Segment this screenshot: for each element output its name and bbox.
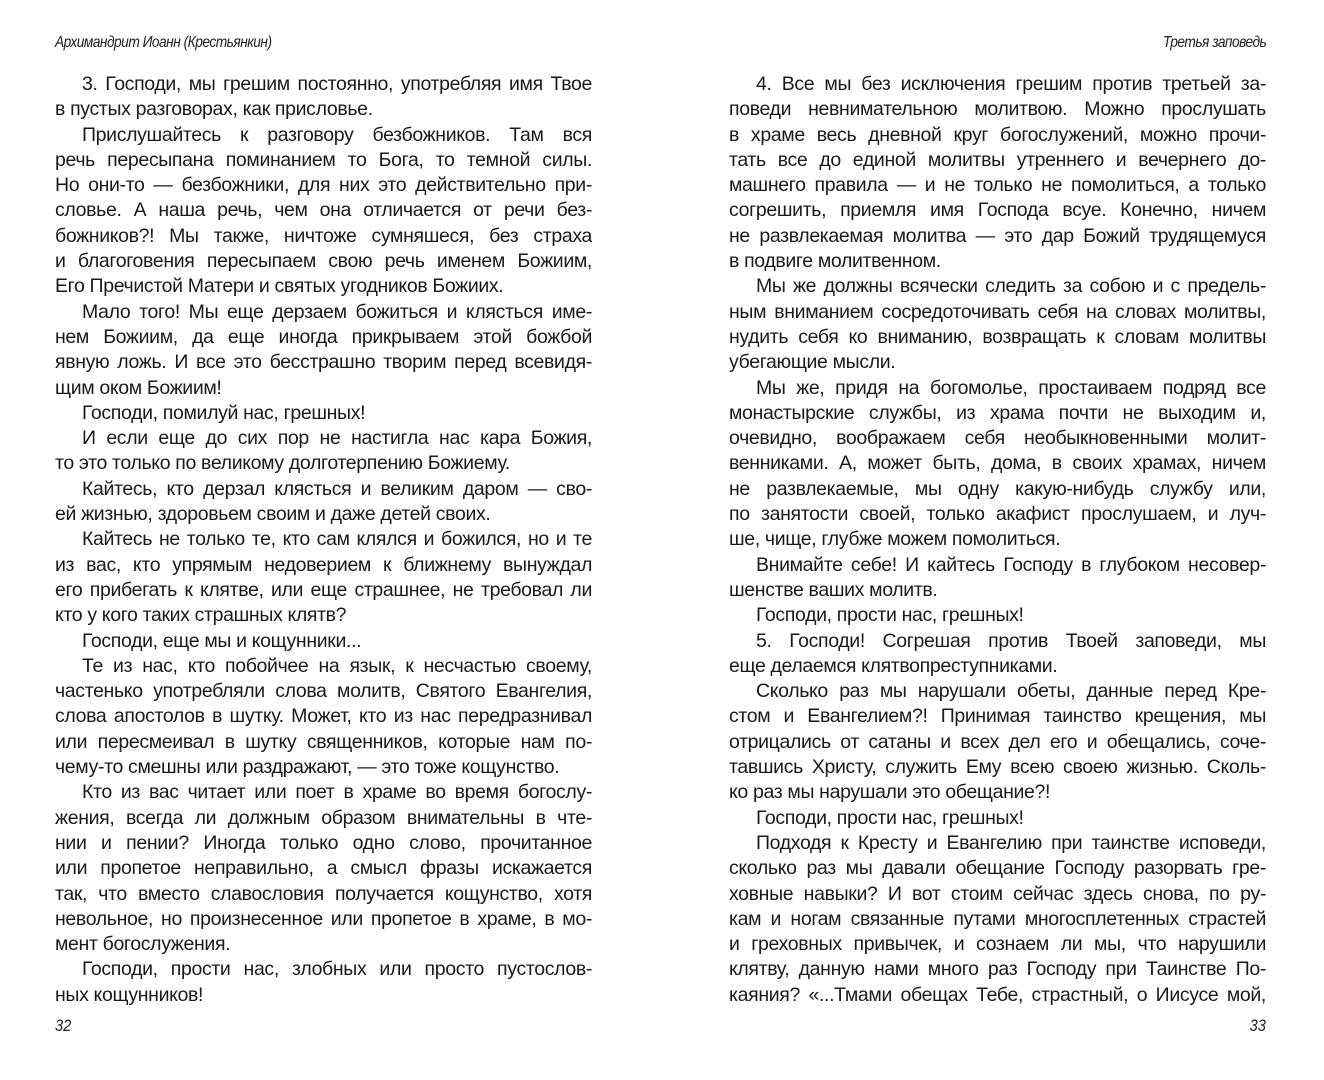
text-line: И если еще до сих пор не настигла нас кара Божия, (82, 427, 592, 450)
text-line: частенько употребляли слова молитв, Святого Евангелия, (55, 680, 592, 703)
text-line: еще делаемся клятвопреступниками. (729, 654, 1058, 677)
text-line: словье. А наша речь, чем она отличается от речи без- (55, 199, 592, 222)
text-line: стом и Евангелием?! Принимая таинство крещения, мы (729, 705, 1266, 728)
text-line: нии и пении? Иногда только одно слово, прочитанное (55, 831, 592, 854)
text-line: Внимайте себе! И кайтесь Господу в глубоком несовер- (756, 553, 1266, 576)
text-line: Мало того! Мы еще дерзаем божиться и клясться име- (82, 300, 592, 323)
text-line: слова апостолов в шутку. Может, кто из нас передразнивал (55, 705, 592, 728)
page-number-right: 33 (1249, 1016, 1266, 1035)
text-line: нем Божиим, да еще иногда прикрываем этой божбой (55, 325, 592, 348)
text-line: в подвиге молитвенном. (729, 250, 941, 273)
text-line: поведи невнимательною молитвою. Можно прослушать (729, 98, 1266, 121)
text-line: щим оком Божиим! (55, 376, 222, 399)
text-line: то это только по великому долготерпению Божиему. (55, 452, 510, 475)
text-line: ше, чище, глубже можем помолиться. (729, 528, 1061, 551)
text-line: отрицались от сатаны и всех дел его и обещались, соче- (729, 730, 1266, 753)
text-line: Его Пречистой Матери и святых угодников Божиих. (55, 275, 504, 298)
text-line: явную ложь. И все это бесстрашно творим перед всевидя- (55, 351, 592, 374)
text-line: каяния? «...Тмами обещах Тебе, страстный, о Иисусе мой, (729, 983, 1266, 1006)
text-line: в храме весь дневной круг богослужений, можно прочи- (729, 123, 1266, 146)
text-line: не развлекаемая молитва — это дар Божий трудящемуся (729, 224, 1266, 247)
text-line: и благоговения пересыпаем свою речь именем Божиим, (55, 250, 592, 273)
text-line: Мы же должны всячески следить за собою и с предель- (756, 275, 1266, 298)
text-line: убегающие мысли. (729, 351, 896, 374)
text-line: Сколько раз мы нарушали обеты, данные перед Кре- (756, 680, 1266, 703)
text-line: Подходя к Кресту и Евангелию при таинстве исповеди, (756, 831, 1266, 854)
text-line: чему-то смешны или раздражают, — это тоже кощунство. (55, 756, 560, 779)
text-line: кам и ногам связанные путами многосплетенных страстей (729, 907, 1266, 930)
text-line: Господи, прости нас, грешных! (756, 806, 1024, 829)
text-line: из вас, кто упрямым недоверием к ближнему вынуждал (55, 553, 592, 576)
text-line: Прислушайтесь к разговору безбожников. Там вся (82, 123, 592, 146)
text-line: ных кощунников! (55, 983, 204, 1006)
text-line: ным вниманием сосредоточивать себя на словах молитвы, (729, 300, 1266, 323)
text-line: Господи, прости нас, грешных! (756, 604, 1024, 627)
text-line: или пропетое неправильно, а смысл фразы искажается (55, 857, 592, 880)
text-line: очевидно, воображаем себя необыкновенными молит- (729, 427, 1266, 450)
text-line: нудить себя ко вниманию, возвращать к словам молитвы (729, 325, 1266, 348)
text-line: невольное, но произнесенное или пропетое в храме, в мо- (55, 907, 592, 930)
text-line: по занятости своей, только акафист прослушаем, и луч- (729, 503, 1266, 526)
text-line: не развлекаемые, мы одну какую-нибудь службу или, (729, 477, 1266, 500)
text-line: машнего правила — и не только не помолиться, а только (729, 174, 1266, 197)
text-line: и греховных привычек, и сознаем ли мы, что нарушили (729, 933, 1266, 956)
left-page (55, 0, 592, 1080)
running-head-author: Архимандрит Иоанн (Крестьянкин) (55, 34, 272, 51)
page-number-left: 32 (55, 1016, 72, 1035)
text-line: его прибегать к клятве, или еще страшнее, не требовал ли (55, 578, 592, 601)
text-line: в пустых разговорах, как присловье. (55, 98, 373, 121)
text-line: ко раз мы нарушали это обещание?! (729, 781, 1051, 804)
text-line: Те из нас, кто побойчее на язык, к несчастью своему, (82, 654, 592, 677)
text-line: так, что вместо славословия получается кощунство, хотя (55, 882, 592, 905)
text-line: Кто из вас читает или поет в храме во время богослу- (82, 781, 592, 804)
text-line: Кайтесь, кто дерзал клясться и великим даром — сво- (82, 477, 592, 500)
right-page (729, 0, 1266, 1080)
text-line: 5. Господи! Согрешая против Твоей заповеди, мы (756, 629, 1266, 652)
text-line: речь пересыпана поминанием то Бога, то темной силы. (55, 148, 592, 171)
running-head-chapter: Третья заповедь (1162, 34, 1266, 51)
text-line: кто у кого таких страшных клятв? (55, 604, 347, 627)
text-line: ховные навыки? И вот стоим сейчас здесь снова, по ру- (729, 882, 1266, 905)
text-line: божников?! Мы также, ничтоже сумняшеся, без страха (55, 224, 592, 247)
text-line: Но они-то — безбожники, для них это действительно при- (55, 174, 592, 197)
text-line: Господи, помилуй нас, грешных! (82, 401, 366, 424)
text-line: Кайтесь не только те, кто сам клялся и божился, но и те (82, 528, 592, 551)
text-line: ей жизнью, здоровьем своим и даже детей своих. (55, 503, 491, 526)
text-line: клятву, данную нами много раз Господу при Таинстве По- (729, 958, 1266, 981)
text-line: тавшись Христу, служить Ему всею своею жизнью. Сколь- (729, 756, 1266, 779)
text-line: шенстве ваших молитв. (729, 578, 938, 601)
text-line: Господи, еще мы и кощунники... (82, 629, 362, 652)
text-line: венниками. А, может быть, дома, в своих храмах, ничем (729, 452, 1266, 475)
text-line: Господи, прости нас, злобных или просто пустослов- (82, 958, 592, 981)
text-line: согрешить, приемля имя Господа всуе. Конечно, ничем (729, 199, 1266, 222)
text-line: тать все до единой молитвы утреннего и вечернего до- (729, 148, 1266, 171)
text-line: или пересмеивал в шутку священников, которые нам по- (55, 730, 592, 753)
left-page-body (55, 72, 592, 1008)
text-line: 4. Все мы без исключения грешим против третьей за- (756, 73, 1266, 95)
text-line: монастырские службы, из храма почти не выходим и, (729, 401, 1266, 424)
text-line: мент богослужения. (55, 933, 231, 956)
text-line: жения, всегда ли должным образом внимательны в чте- (55, 806, 592, 829)
text-line: 3. Господи, мы грешим постоянно, употребляя имя Твое (82, 73, 592, 95)
right-page-body (729, 72, 1266, 1008)
text-line: сколько раз мы давали обещание Господу разорвать гре- (729, 857, 1266, 880)
text-line: Мы же, придя на богомолье, простаиваем подряд все (756, 376, 1266, 399)
